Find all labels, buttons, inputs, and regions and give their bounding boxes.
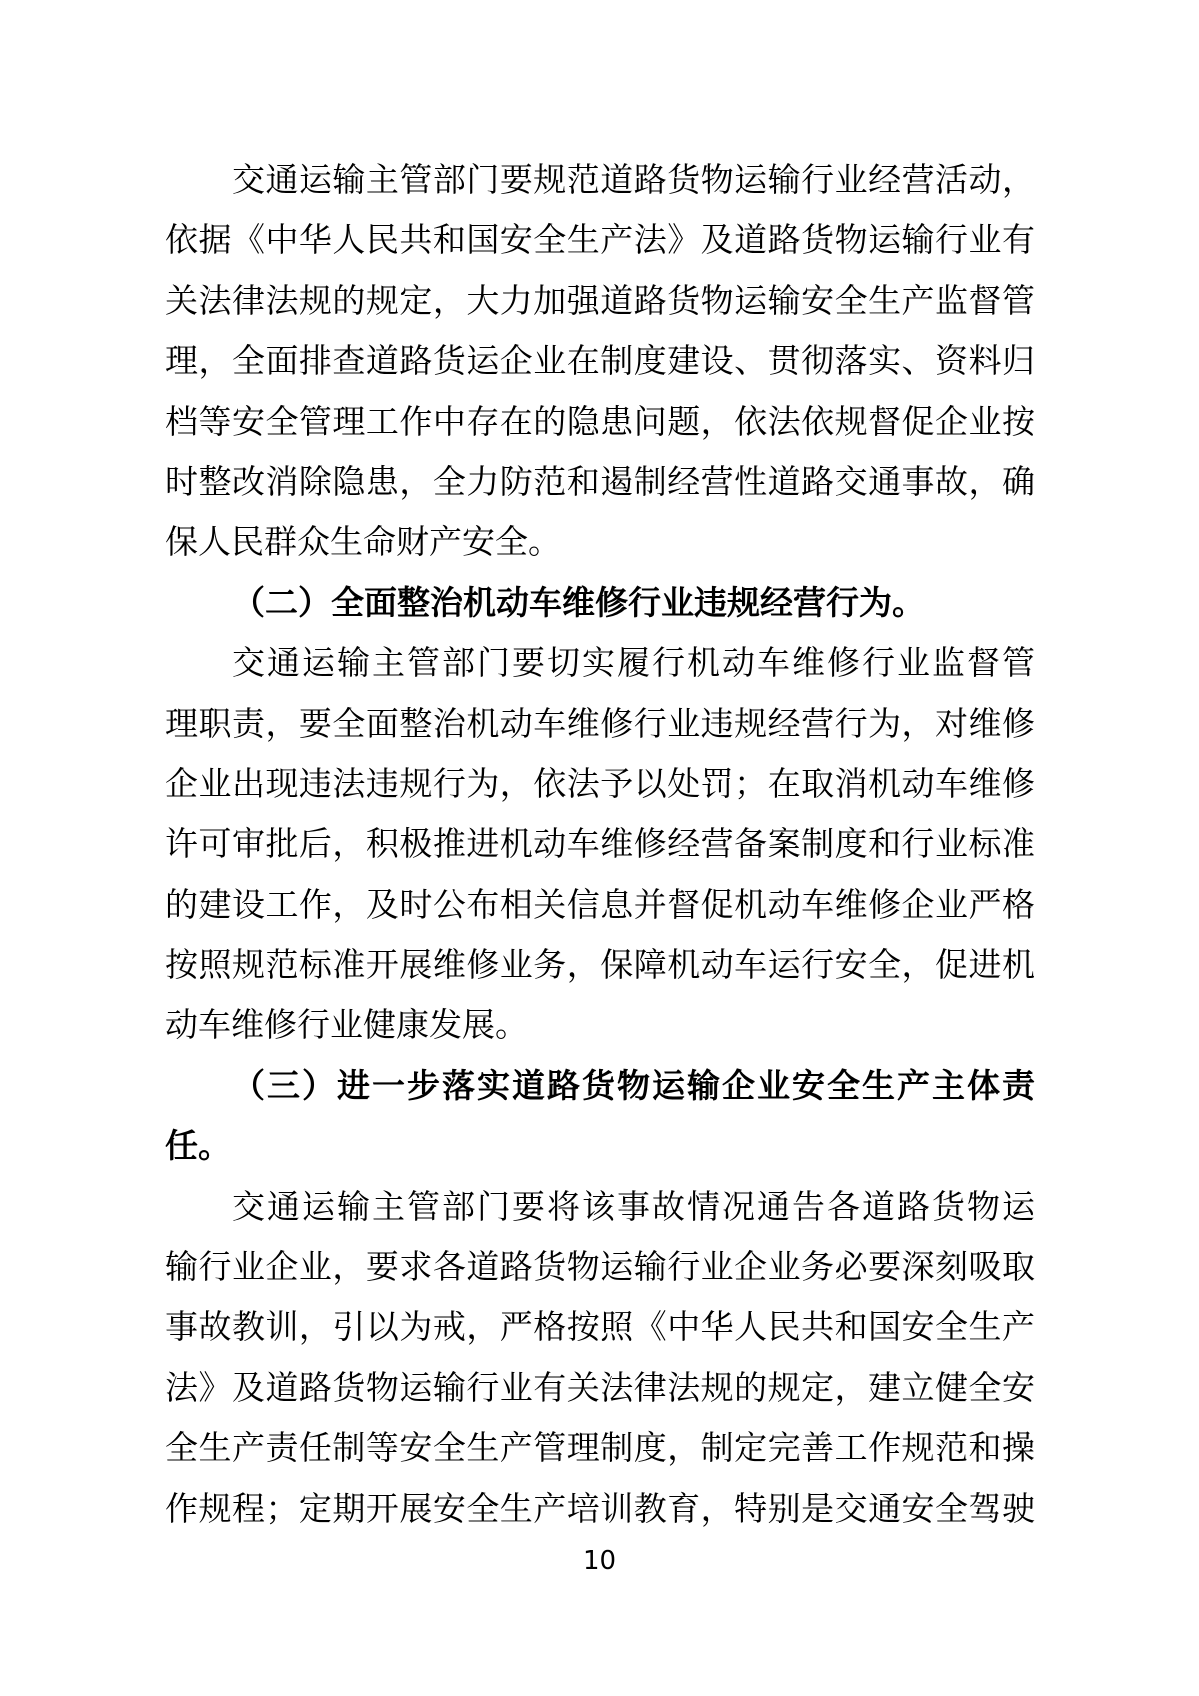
paragraph-2	[165, 633, 1035, 1056]
text-line: 动车维修行业健康发展。	[165, 1005, 528, 1045]
text-line: 许可审批后，积极推进机动车维修经营备案制度和行业标准	[165, 824, 1035, 864]
text-line: 交通运输主管部门要将该事故情况通告各道路货物运	[232, 1186, 1035, 1226]
text-line: 时整改消除隐患，全力防范和遏制经营性道路交通事故，确	[165, 461, 1035, 501]
text-line: 全生产责任制等安全生产管理制度，制定完善工作规范和操	[165, 1428, 1035, 1468]
text-line: 的建设工作，及时公布相关信息并督促机动车维修企业严格	[165, 884, 1035, 924]
heading-line: （三）进一步落实道路货物运输企业安全生产主体责	[232, 1065, 1035, 1105]
section-heading-3	[165, 1056, 1035, 1177]
page-number: 10	[582, 1546, 617, 1576]
paragraph-1	[165, 150, 1035, 573]
text-line: 理，全面排查道路货运企业在制度建设、贯彻落实、资料归	[165, 341, 1035, 381]
paragraph-3	[165, 1177, 1035, 1539]
text-line: 档等安全管理工作中存在的隐患问题，依法依规督促企业按	[165, 401, 1035, 441]
heading-line: 任。	[165, 1126, 231, 1166]
text-line: 保人民群众生命财产安全。	[165, 522, 561, 562]
section-heading-2	[165, 573, 1035, 633]
document-body	[165, 150, 1035, 1539]
text-line: 理职责，要全面整治机动车维修行业违规经营行为，对维修	[165, 703, 1035, 743]
text-line: 依据《中华人民共和国安全生产法》及道路货物运输行业有	[165, 220, 1035, 260]
text-line: 交通运输主管部门要切实履行机动车维修行业监督管	[232, 643, 1035, 683]
text-line: 输行业企业，要求各道路货物运输行业企业务必要深刻吸取	[165, 1247, 1035, 1287]
text-line: 事故教训，引以为戒，严格按照《中华人民共和国安全生产	[165, 1307, 1035, 1347]
text-line: 企业出现违法违规行为，依法予以处罚；在取消机动车维修	[165, 763, 1035, 803]
text-line: 关法律法规的规定，大力加强道路货物运输安全生产监督管	[165, 280, 1035, 320]
text-line: 作规程；定期开展安全生产培训教育，特别是交通安全驾驶	[165, 1488, 1035, 1528]
text-line: 交通运输主管部门要规范道路货物运输行业经营活动，	[232, 160, 1035, 199]
heading-line: （二）全面整治机动车维修行业违规经营行为。	[232, 582, 925, 622]
text-line: 法》及道路货物运输行业有关法律法规的规定，建立健全安	[165, 1367, 1035, 1407]
text-line: 按照规范标准开展维修业务，保障机动车运行安全，促进机	[165, 945, 1035, 985]
